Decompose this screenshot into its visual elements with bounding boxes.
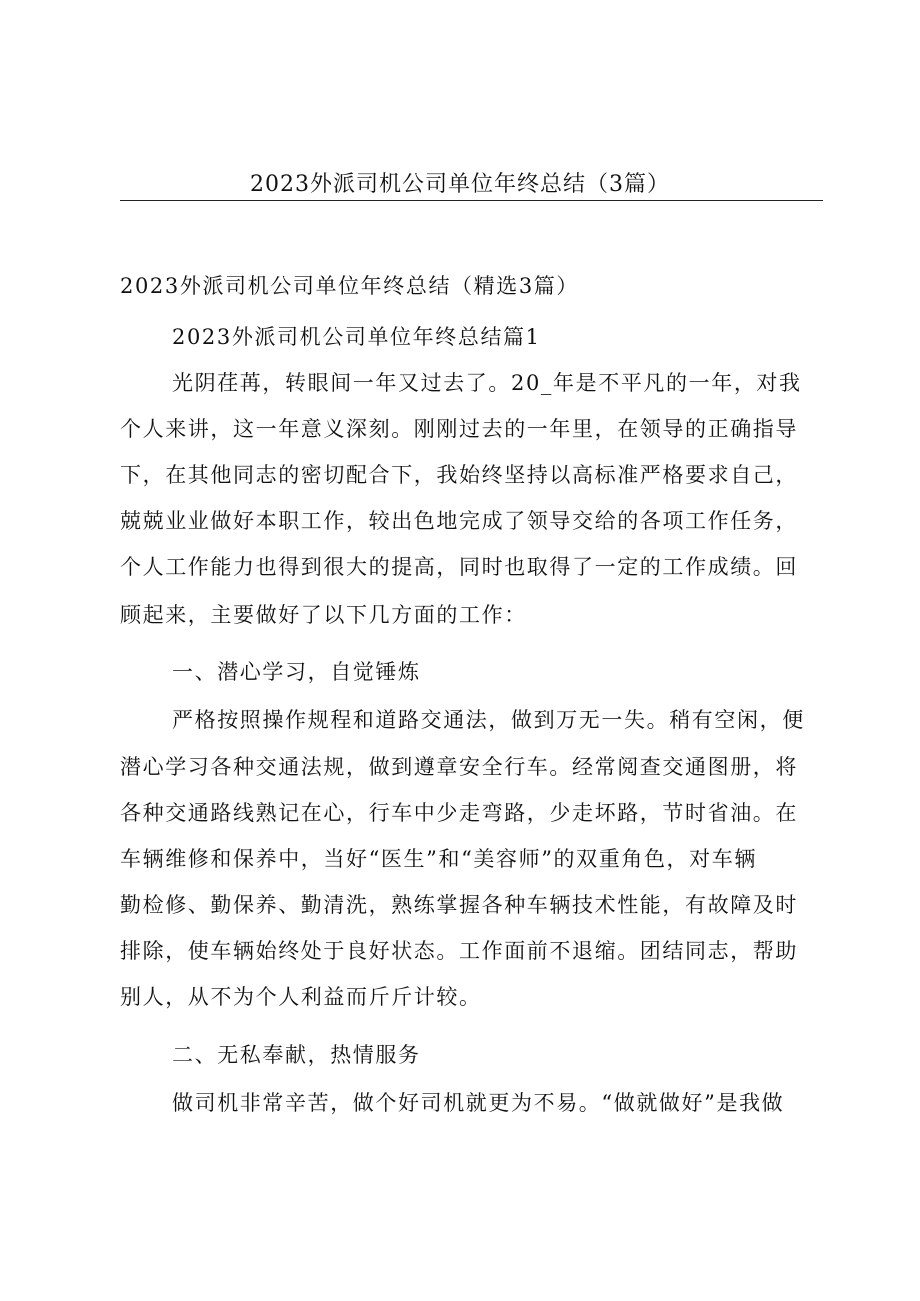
paragraph-line: 做司机非常辛苦，做个好司机就更为不易。“做就做好”是我做: [172, 1091, 785, 1115]
paragraph-line: 个人工作能力也得到很大的提高，同时也取得了一定的工作成绩。回: [120, 555, 798, 579]
paragraph-line: 个人来讲，这一年意义深刻。刚刚过去的一年里，在领导的正确指导: [120, 417, 798, 441]
paragraph-line: 各种交通路线熟记在心，行车中少走弯路，少走坏路，节时省油。在: [120, 801, 798, 825]
subheading: 一、潜心学习，自觉锤炼: [172, 660, 421, 684]
header-rule: [120, 200, 823, 201]
paragraph-line: 潜心学习各种交通法规，做到遵章安全行车。经常阅查交通图册，将: [120, 755, 798, 779]
paragraph-line: 别人，从不为个人利益而斤斤计较。: [120, 985, 482, 1009]
paragraph-line: 排除，使车辆始终处于良好状态。工作面前不退缩。团结同志，帮助: [120, 939, 798, 963]
subheading: 二、无私奉献，热情服务: [172, 1043, 421, 1067]
paragraph-line: 顾起来，主要做好了以下几方面的工作：: [120, 603, 527, 627]
paragraph-line: 下，在其他同志的密切配合下，我始终坚持以高标准严格要求自己，: [120, 463, 798, 487]
paragraph-line: 车辆维修和保养中，当好“医生”和“美容师”的双重角色，对车辆: [120, 847, 757, 871]
paragraph-line: 兢兢业业做好本职工作，较出色地完成了领导交给的各项工作任务，: [120, 509, 798, 533]
paragraph-line: 勤检修、勤保养、勤清洗，熟练掌握各种车辆技术性能，有故障及时: [120, 893, 798, 917]
paragraph-line: 严格按照操作规程和道路交通法，做到万无一失。稍有空闲，便: [172, 708, 805, 732]
page-title: 2023外派司机公司单位年终总结（3篇）: [250, 172, 670, 197]
section-heading: 2023外派司机公司单位年终总结篇1: [172, 325, 541, 349]
paragraph-line: 光阴荏苒，转眼间一年又过去了。20_年是不平凡的一年，对我: [172, 371, 802, 395]
document-subtitle: 2023外派司机公司单位年终总结（精选3篇）: [120, 274, 580, 298]
